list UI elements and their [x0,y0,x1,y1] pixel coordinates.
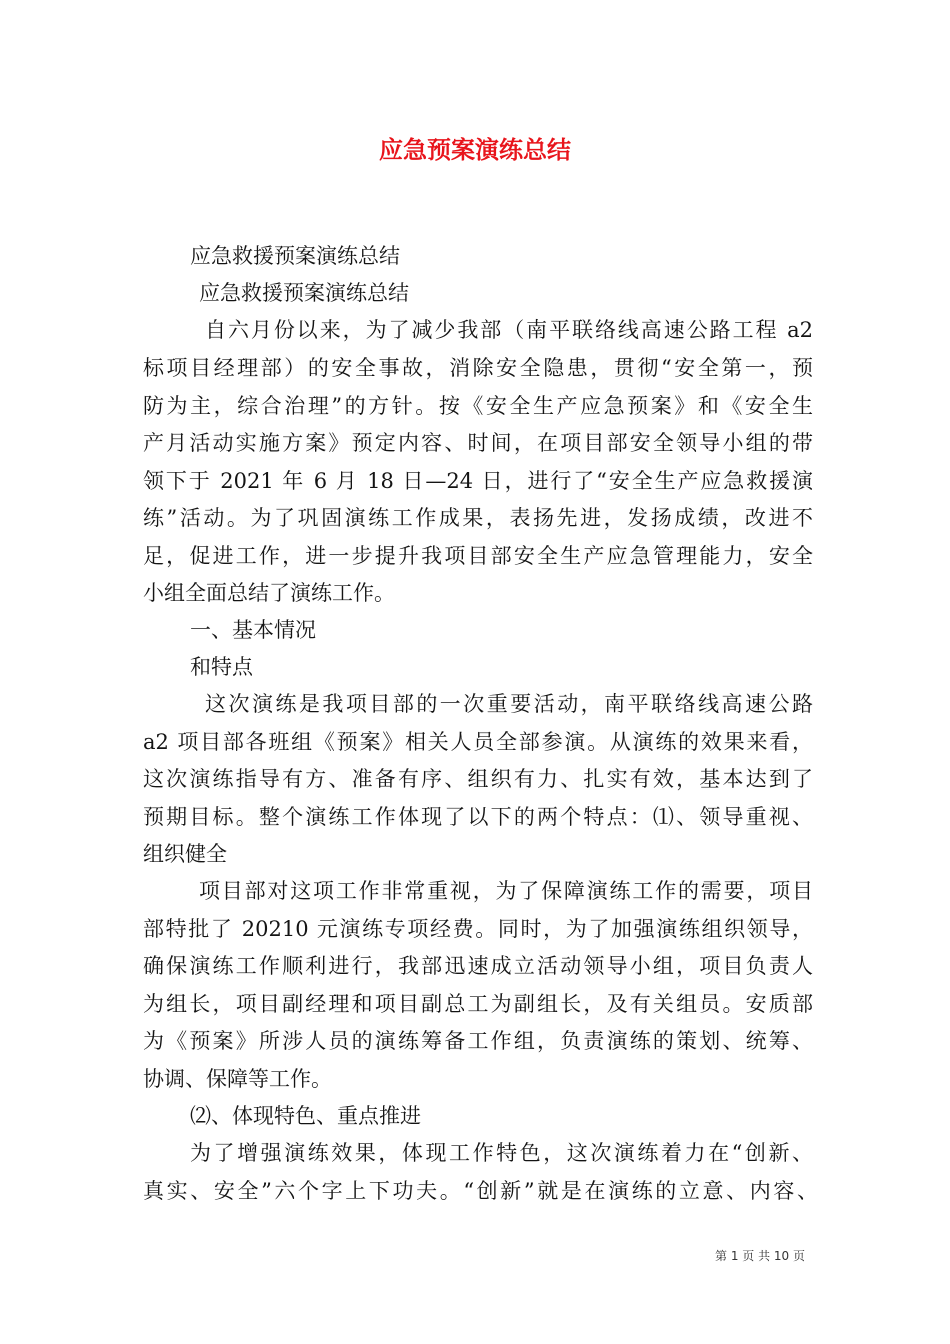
paragraph-line: 项目部对这项工作非常重视，为了保障演练工作的需要，项目 [199,879,813,903]
paragraph-line: 自六月份以来，为了减少我部（南平联络线高速公路工程 a2 [205,318,813,342]
paragraph-line: 产月活动实施方案》预定内容、时间，在项目部安全领导小组的带 [143,431,813,455]
paragraph-line: 领下于 2021 年 6 月 18 日—24 日，进行了“安全生产应急救援演 [143,469,813,493]
paragraph-line: 部特批了 20210 元演练专项经费。同时，为了加强演练组织领导， [143,917,813,941]
paragraph-line: 为了增强演练效果，体现工作特色，这次演练着力在“创新、 [190,1141,813,1165]
paragraph-line: 组织健全 [143,842,227,866]
paragraph-line: 真实、安全”六个字上下功夫。“创新”就是在演练的立意、内容、 [143,1179,818,1203]
document-title: 应急预案演练总结 [379,136,571,164]
paragraph-line: 标项目经理部）的安全事故，消除安全隐患，贯彻“安全第一，预 [143,356,813,380]
subtitle-line: 应急救援预案演练总结 [199,281,409,305]
paragraph-line: a2 项目部各班组《预案》相关人员全部参演。从演练的效果来看， [143,730,813,754]
paragraph-line: 为组长，项目副经理和项目副总工为副组长，及有关组员。安质部 [143,992,813,1016]
section-heading: 和特点 [190,655,253,679]
paragraph-line: 足，促进工作，进一步提升我项目部安全生产应急管理能力，安全 [143,544,813,568]
paragraph-line: 小组全面总结了演练工作。 [143,581,395,605]
paragraph-line: 这次演练是我项目部的一次重要活动，南平联络线高速公路 [205,692,813,716]
paragraph-line: 预期目标。整个演练工作体现了以下的两个特点：⑴、领导重视、 [143,805,813,829]
page-indicator: 第 1 页 共 10 页 [715,1249,805,1263]
subtitle-line: 应急救援预案演练总结 [190,244,400,268]
paragraph-line: 防为主，综合治理”的方针。按《安全生产应急预案》和《安全生 [143,394,813,418]
section-heading: ⑵、体现特色、重点推进 [190,1104,421,1128]
paragraph-line: 为《预案》所涉人员的演练筹备工作组，负责演练的策划、统筹、 [143,1029,813,1053]
paragraph-line: 协调、保障等工作。 [143,1067,332,1091]
paragraph-line: 练”活动。为了巩固演练工作成果，表扬先进，发扬成绩，改进不 [143,506,813,530]
paragraph-line: 这次演练指导有方、准备有序、组织有力、扎实有效，基本达到了 [143,767,813,791]
section-heading: 一、基本情况 [190,618,316,642]
paragraph-line: 确保演练工作顺利进行，我部迅速成立活动领导小组，项目负责人 [143,954,813,978]
